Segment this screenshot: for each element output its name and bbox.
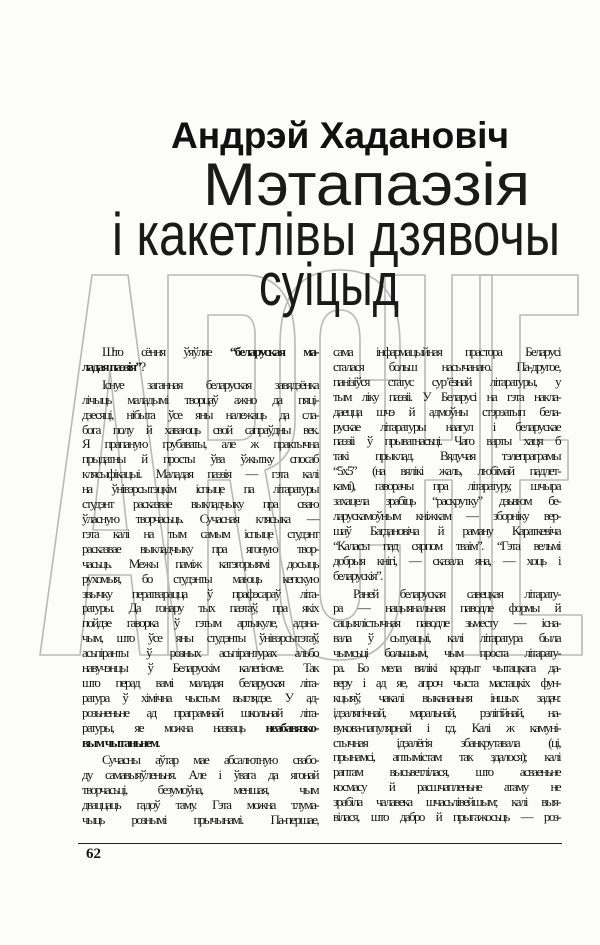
text-line: студэнт расказвае выкладчыку пра сваю <box>82 496 318 512</box>
article-header <box>0 0 600 340</box>
text-line: космасу й расшчапленьне атаму не <box>333 779 560 795</box>
text-line: ўласную творчасьць. Сучасная клясыка — <box>82 510 318 526</box>
text-line: асьпіранты ў розных асьпірантурах альбо <box>82 645 318 661</box>
text-line: рускае літаратуры наагул і беларускае <box>333 418 560 434</box>
text-line: ратура ў хімічна чыстым выглядзе. У ад- <box>82 689 318 705</box>
text-line: сацыялістычная паводле зьместу — існа- <box>333 615 560 631</box>
text-line: гэта калі на тым самым іспыце студэнт <box>82 525 318 541</box>
title-line-2: і какетлівы дзявочы <box>112 201 560 268</box>
author-name: Андрэй Хадановіч <box>171 115 509 156</box>
text-line: ду самавыяўленьня. Але і ўвага да ягонай <box>82 767 318 783</box>
text-line: панізіўся статус сур’ёзнай літаратуры, у <box>333 373 560 389</box>
text-line: стычная ідэалёгія збанкрутавала (ці, <box>333 734 560 750</box>
text-line: прынамсі, аптымістам так здалося); калі <box>333 749 560 765</box>
text-line: звычку ператварацца ў прафэсараў літа- <box>82 585 318 601</box>
text-line: Раней беларуская савецкая літарату- <box>353 585 560 601</box>
text-segment: . <box>157 734 160 750</box>
text-segment: ратуры, яе можна назваць <box>82 719 266 735</box>
text-line: дваццаць гадоў таму. Гэта можна тлума- <box>82 797 318 813</box>
paragraph <box>82 345 318 375</box>
text-line: расказвае выкладчыку пра ягоную твор- <box>82 540 318 556</box>
text-line: беларускія”. <box>333 567 382 583</box>
paragraph <box>82 753 318 828</box>
text-line <box>82 721 318 736</box>
text-line: вукова-папулярнай і г.д. Калі ж камуні- <box>333 719 560 735</box>
text-line: вілася, што дабро й прыгажосьць — роз- <box>333 809 560 825</box>
text-line: прыдатны й просты ўва ўжытку спосаб <box>82 451 318 467</box>
footer-rule <box>78 843 562 844</box>
bold-text: ладая паэзія” <box>82 358 141 374</box>
text-line: даецца шчэ й адмоўны стэрэатып бела- <box>333 403 560 419</box>
text-line: раптам высьветлілася, што асваеньне <box>333 764 560 780</box>
title-line-3: суіцыд <box>259 251 399 318</box>
text-line: “5х5” (на вялікі жаль, любімай падлет- <box>333 463 560 479</box>
text-line: тым ліку паэзіі. У Беларусі на гэта накла- <box>333 388 560 404</box>
text-segment: Што сёння ўяўляе <box>102 344 230 359</box>
text-line: навучэнцы ў Беларускім калегіюме. Так <box>82 660 318 676</box>
title-line-1: Мэтапаэзія <box>203 151 530 218</box>
text-segment: ? <box>140 358 145 374</box>
text-line: што перад вамі маладая беларуская літа- <box>82 674 318 690</box>
text-line: “Каласы пад сярпом тваім”. “Гэта вельмі <box>333 537 560 553</box>
text-line: пойдзе гаворка ў гэтым артыкуле, адзна- <box>82 615 318 631</box>
text-line: захацела зрабіць “раскрутку” дзьвюм бе- <box>333 493 560 509</box>
text-line: дзесяці, нібыта ўсе яны належаць да сла- <box>82 406 318 422</box>
text-line: ра — нацыянальная паводле формы й <box>333 600 560 616</box>
text-line <box>82 736 318 751</box>
bold-text: “беларуская ма- <box>229 344 318 359</box>
text-line: веру і ад яе, апроч чыста мастацкіх фун- <box>333 674 560 690</box>
text-line: чым, што ўсе яны студэнты ўнівэрсытэтаў, <box>82 630 318 646</box>
text-line: сама інфармацыйная прастора Беларусі <box>333 344 560 359</box>
page-number: 62 <box>86 846 101 862</box>
text-line: Сучасны аўтар мае абсалютную свабо- <box>102 752 318 768</box>
text-line: розьненьне ад праграмнай школьнай літа- <box>82 704 318 720</box>
text-line: Існуе заганная беларуская завядзёнка <box>102 376 318 392</box>
text-column <box>333 345 560 825</box>
text-line: бога полу й хаваюць свой сапраўдны век. <box>82 421 318 437</box>
text-line: вала ў сытуацыі, калі літаратура была <box>333 630 560 646</box>
bold-text: неабавязко- <box>265 719 318 735</box>
text-line: чымсьці большым, чым проста літарату- <box>333 645 560 661</box>
text-line: ра. Бо мела вялікі крэдыт чытацкага да- <box>333 660 560 676</box>
text-line: ларускамоўным кніжкам — зборніку вер- <box>333 507 560 523</box>
bold-text: вым чытаньнем <box>82 734 158 750</box>
paragraph <box>82 378 318 751</box>
text-line: добрыя кнігі, — сказала яна, — хоць і <box>333 552 560 568</box>
paragraph <box>333 587 560 826</box>
text-line: творчасьці, безумоўна, меншая, чым <box>82 782 318 798</box>
text-line <box>82 345 318 360</box>
text-line: зрабіла чалавека шчасьлівейшым; калі выя- <box>333 794 560 810</box>
text-line: на ўнівэрсытэцкім іспыце па літаратуры <box>82 481 318 497</box>
text-line: шаў Багдановіча й раману Караткевіча <box>333 522 560 538</box>
paragraph <box>333 345 560 584</box>
text-line: камі), гаворачы пра літаратуру, шчыра <box>333 478 560 494</box>
text-line: рухомыя, бо студэнты маюць кепскую <box>82 570 318 586</box>
text-line: Я прапаную грубаваты, але ж практычна <box>82 436 318 452</box>
text-line: клясыфікацыі. Маладая паэзія — гэта калі <box>82 466 318 482</box>
text-line: такі прыклад. Вядучая тэлепраграмы <box>333 448 560 464</box>
text-line: паэзіі ў прыватнасьці. Чаго варты хаця б <box>333 433 560 449</box>
text-line: лічыць маладымі творцаў ажно да пяці- <box>82 391 318 407</box>
text-line <box>82 360 318 375</box>
text-column <box>82 345 318 828</box>
text-line: чыць рознымі прычынамі. Па-першае, <box>82 812 318 828</box>
text-line: ідэалягічнай, маральнай, рэлігійнай, на- <box>333 704 560 720</box>
text-line: часьць. Межы паміж катэгорыямі досыць <box>82 555 318 571</box>
text-line: кцыяў, чакалі выкананьня іншых задач: <box>333 689 560 705</box>
text-line: сталася больш насычанаю. Па-другое, <box>333 358 560 374</box>
text-line: ратуры. Да гонару тых паэтаў, пра якіх <box>82 600 318 616</box>
